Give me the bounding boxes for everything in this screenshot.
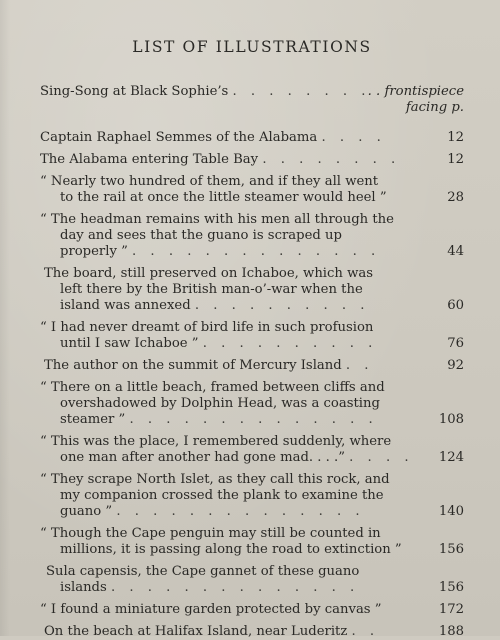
entry-text: “ I had never dreamt of bird life in such profusion <box>40 320 374 335</box>
entry-page-number: 140 <box>438 504 464 519</box>
illustrations-list <box>40 84 464 640</box>
entry-text: The Alabama entering Table Bay <box>40 152 259 167</box>
entry-leader: . . . . . . . . . . . . . . <box>110 580 360 595</box>
entry-text: Sula capensis, the Cape gannet of these guano <box>46 564 360 579</box>
entry-leader: . . . . <box>321 130 386 145</box>
entry-text: “ Though the Cape penguin may still be counted in <box>40 526 381 541</box>
entry-page-number: 44 <box>447 244 464 259</box>
entry-text: my companion crossed the plank to examine the <box>60 488 384 503</box>
entry-text: until I saw Ichaboe ” <box>60 336 199 351</box>
frontispiece-entry <box>40 84 464 116</box>
entry-text: On the beach at Halifax Island, near Luderitz <box>44 624 348 639</box>
entry-text: “ This was the place, I remembered suddenly, where <box>40 434 392 449</box>
entry-text: The board, still preserved on Ichaboe, which was <box>44 266 374 281</box>
entry-page-number: 156 <box>438 542 464 557</box>
entry-leader: . . . . . . . . . . <box>194 298 370 313</box>
entry-page-number: 108 <box>438 412 464 427</box>
list-item <box>40 358 464 374</box>
entry-text: “ There on a little beach, framed between cliffs and <box>40 380 385 395</box>
entry-page-number: 188 <box>438 624 464 639</box>
entry-text: steamer ” <box>60 412 126 427</box>
page-gutter-shadow <box>0 0 10 636</box>
list-item <box>40 434 464 466</box>
frontispiece-label-line2: facing p. <box>405 100 464 115</box>
entry-text: islands <box>60 580 107 595</box>
frontispiece-title: Sing-Song at Black Sophie’s <box>40 84 229 99</box>
list-item <box>40 174 464 206</box>
frontispiece-page-label <box>368 84 464 116</box>
list-item <box>40 266 464 314</box>
entry-text: millions, it is passing along the road to extinction ” <box>60 542 402 557</box>
entry-text: island was annexed <box>60 298 191 313</box>
entry-text: overshadowed by Dolphin Head, was a coasting <box>60 396 380 411</box>
list-item <box>40 152 464 168</box>
entry-text: “ The headman remains with his men all through the <box>40 212 394 227</box>
entry-leader: . . <box>345 358 374 373</box>
entry-page-number: 92 <box>447 358 464 373</box>
entry-text: one man after another had gone mad. . . .” <box>60 450 345 465</box>
entry-leader: . . . . . . . . . . . . . . <box>132 244 381 259</box>
entry-leader: . . . . <box>349 450 414 465</box>
entry-page-number: 172 <box>438 602 464 617</box>
entry-text: The author on the summit of Mercury Island <box>44 358 342 373</box>
entry-page-number: 12 <box>447 130 464 145</box>
entry-text: guano ” <box>60 504 113 519</box>
entry-leader: . . . . . . . . <box>262 152 401 167</box>
entry-page-number: 60 <box>447 298 464 313</box>
list-item <box>40 212 464 260</box>
list-item <box>40 130 464 146</box>
entry-page-number: 124 <box>438 450 464 465</box>
entry-leader: . . . . . . . . . . . . . . <box>116 504 365 519</box>
list-item <box>40 380 464 428</box>
entry-text: “ Nearly two hundred of them, and if they all went <box>40 174 379 189</box>
page-heading: LIST OF ILLUSTRATIONS <box>132 38 372 56</box>
list-item <box>40 602 464 618</box>
entry-text: “ They scrape North Islet, as they call this rock, and <box>40 472 390 487</box>
entry-text: day and sees that the guano is scraped up <box>60 228 342 243</box>
frontispiece-leader: . . . . . . . . <box>232 84 371 99</box>
list-item <box>40 526 464 558</box>
entry-text: “ I found a miniature garden protected by canvas ” <box>40 602 382 617</box>
entry-page-number: 12 <box>447 152 464 167</box>
entry-text: properly ” <box>60 244 128 259</box>
list-item <box>40 624 464 640</box>
entry-page-number: 156 <box>438 580 464 595</box>
entry-page-number: 28 <box>447 190 464 205</box>
entry-text: left there by the British man-o’-war when the <box>60 282 363 297</box>
entry-leader: . . . . . . . . . . <box>202 336 378 351</box>
list-item <box>40 320 464 352</box>
entry-text: to the rail at once the little steamer would heel ” <box>60 190 387 205</box>
entry-page-number: 76 <box>447 336 464 351</box>
entry-leader: . . <box>351 624 380 639</box>
entry-text: Captain Raphael Semmes of the Alabama <box>40 130 318 145</box>
frontispiece-label-line1: . . frontispiece <box>367 84 464 99</box>
entry-leader: . . . . . . . . . . . . . . <box>129 412 378 427</box>
list-item <box>40 564 464 596</box>
list-item <box>40 472 464 520</box>
